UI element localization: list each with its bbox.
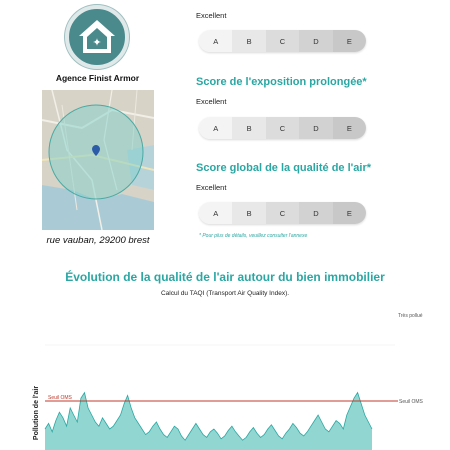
grade-c: C [266,30,299,52]
grade-a: A [199,30,232,52]
score-3-title: Score global de la qualité de l'air* [196,162,372,174]
grade-d: D [299,117,332,139]
score-2-level: Excellent [196,97,227,106]
grade-a: A [199,202,232,224]
evolution-subtitle: Calcul du TAQI (Transport Air Quality Index). [160,290,290,297]
score-2-title: Score de l'exposition prolongée* [196,76,367,88]
pollution-chart [0,305,450,450]
score-3-level: Excellent [196,183,227,192]
agency-logo-icon [65,5,129,69]
svg-text:✦: ✦ [92,36,102,49]
grade-c: C [266,117,299,139]
grade-b: B [232,117,265,139]
grade-e: E [333,202,366,224]
score-1-level: Excellent [196,11,227,20]
chart-top-label: Très pollué [398,313,423,319]
threshold-label-left: Seuil OMS [48,395,72,401]
agency-name: Agence Finist Armor [55,73,140,83]
score-2-grade-bar [199,117,366,139]
score-1-grade-bar [199,30,366,52]
grade-c: C [266,202,299,224]
chart-y-axis-label: Pollution de l'air [33,385,40,441]
grade-a: A [199,117,232,139]
property-address: rue vauban, 29200 brest [46,235,150,246]
grade-e: E [333,30,366,52]
footnote: * Pour plus de détails, veuillez consulter l'annexe [199,233,308,239]
evolution-title: Évolution de la qualité de l'air autour du bien immobilier [65,270,385,284]
grade-d: D [299,202,332,224]
grade-e: E [333,117,366,139]
score-3-grade-bar [199,202,366,224]
grade-d: D [299,30,332,52]
grade-b: B [232,202,265,224]
location-map[interactable] [42,90,154,230]
threshold-label-right: Seuil OMS [399,399,423,405]
grade-b: B [232,30,265,52]
